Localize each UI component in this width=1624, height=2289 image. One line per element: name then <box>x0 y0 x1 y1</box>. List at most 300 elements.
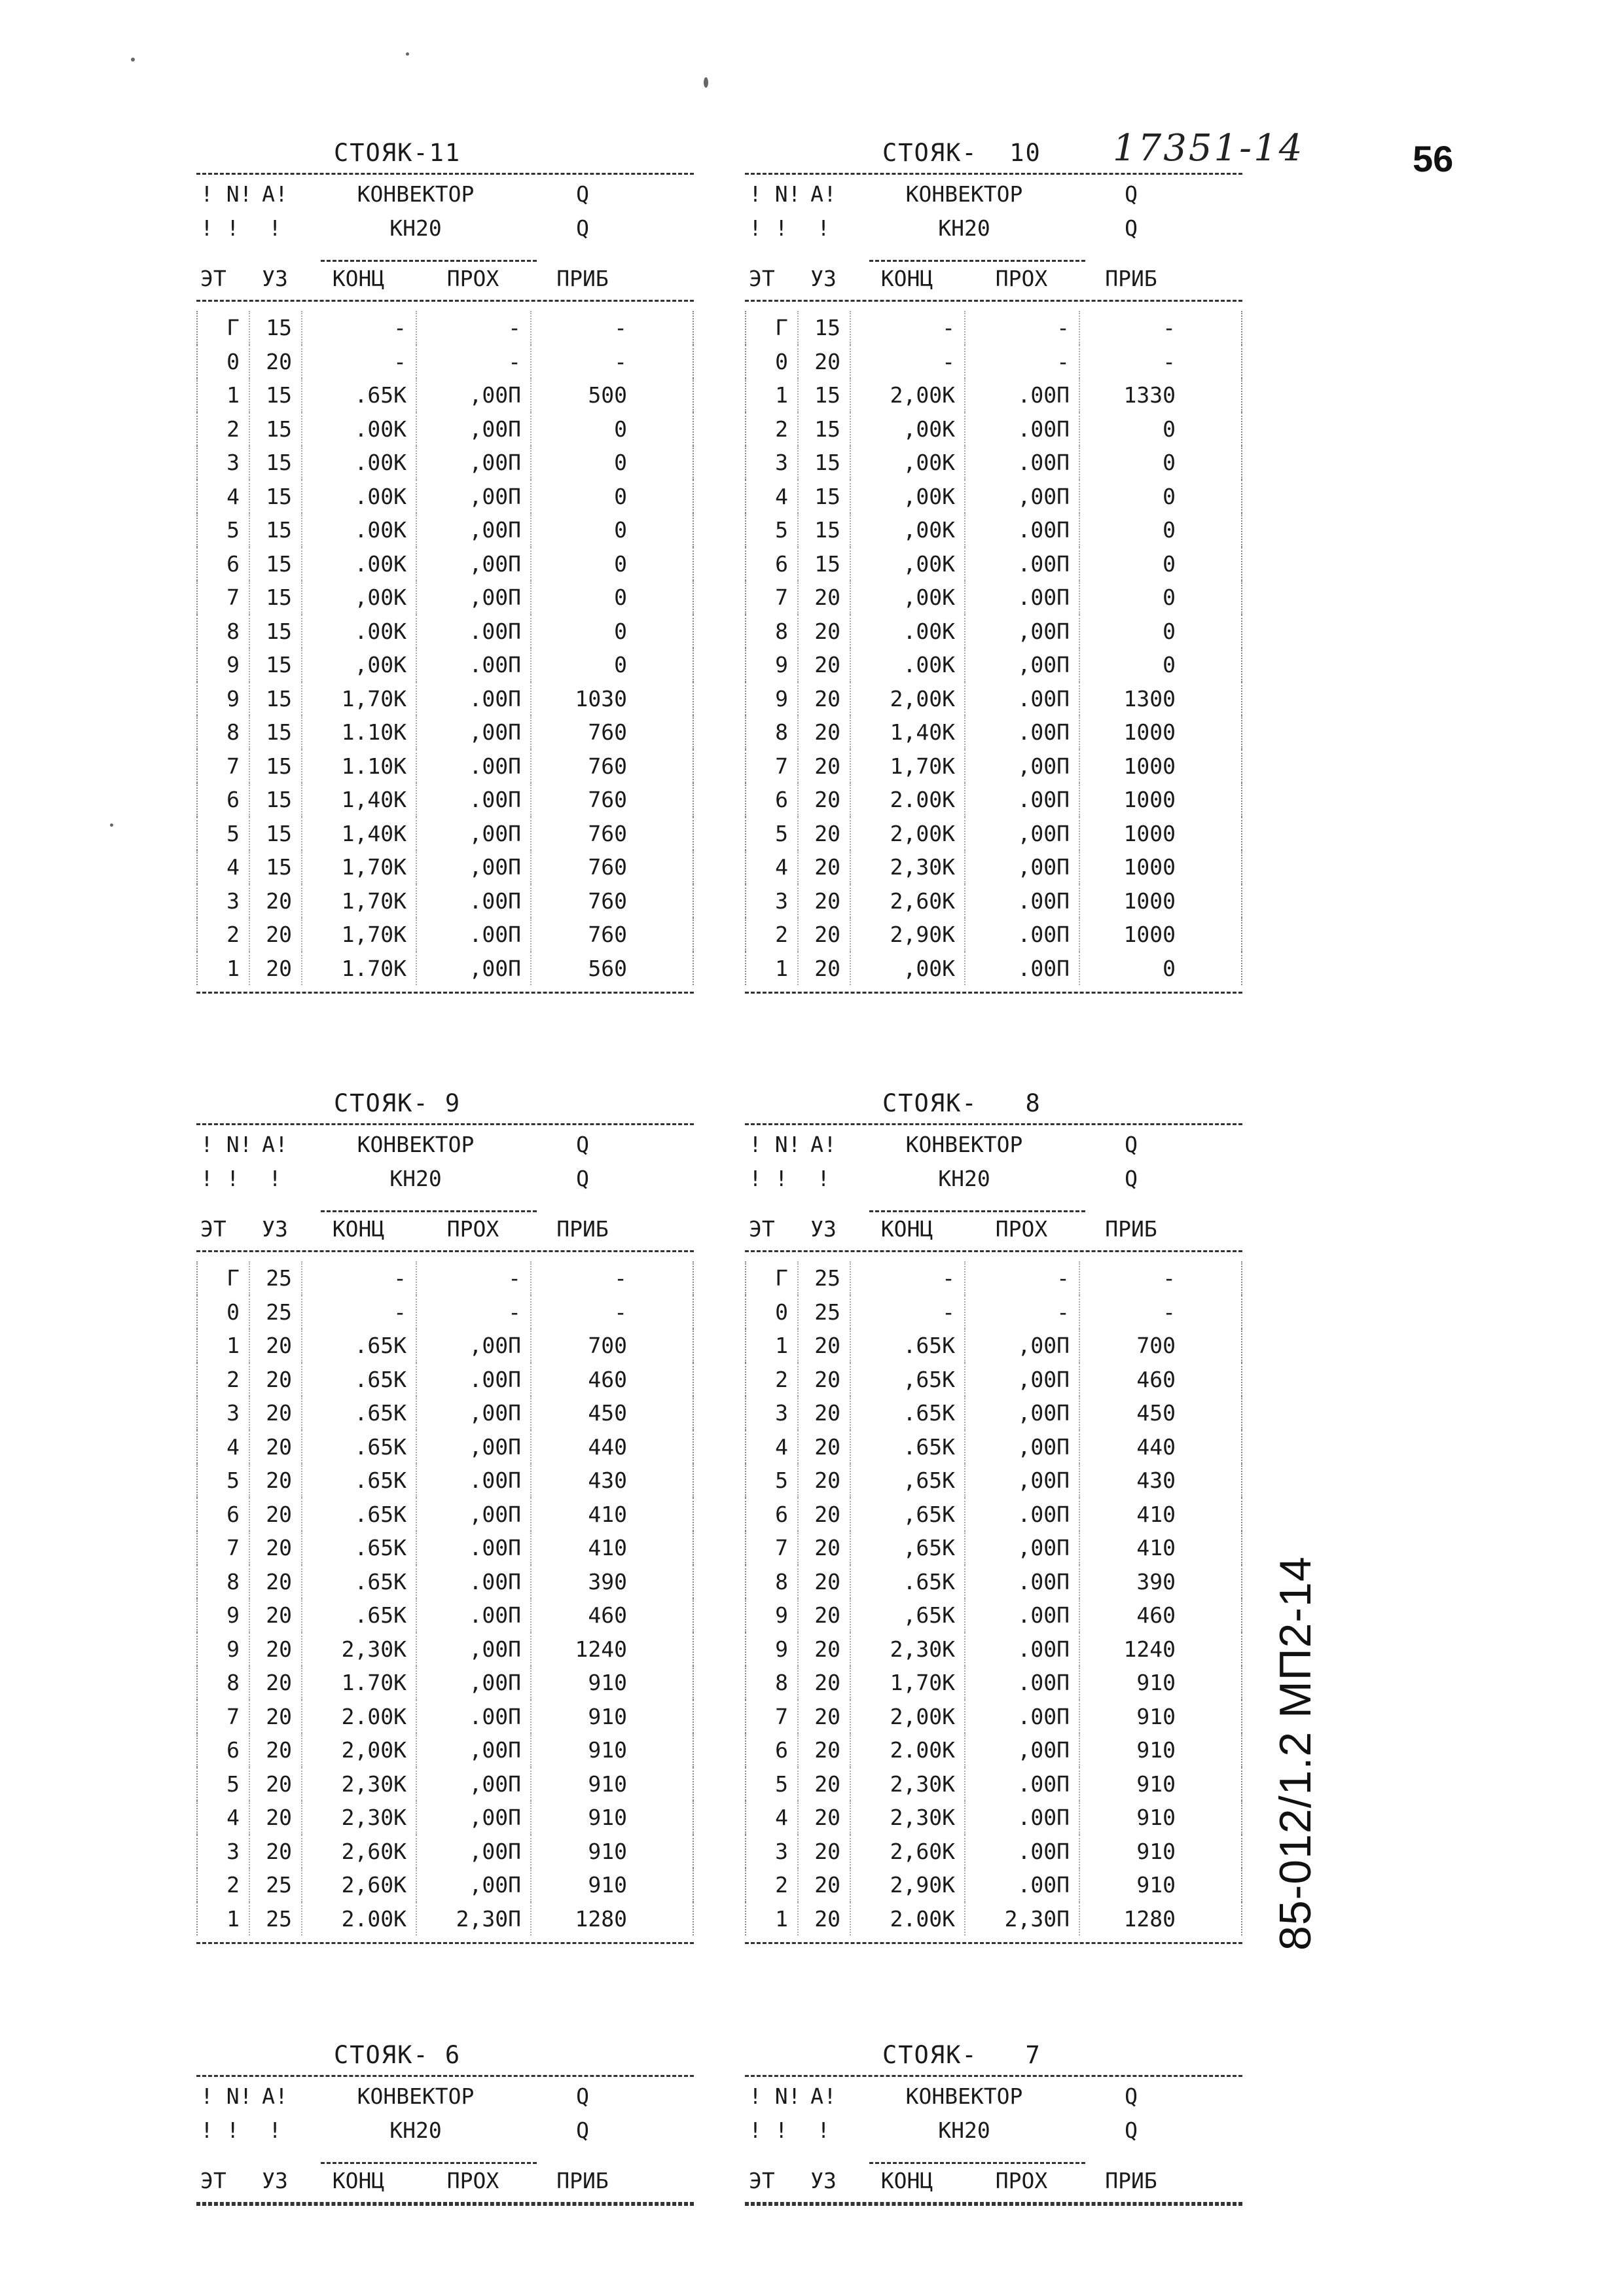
cell-floor: 1 <box>198 378 250 412</box>
table-row <box>196 749 694 784</box>
cell-floor: 6 <box>746 1733 799 1767</box>
riser-block <box>196 1089 694 1944</box>
cell-floor: 6 <box>198 1733 250 1767</box>
cell-konc: 1,40К <box>302 817 417 851</box>
header-uz: УЗ <box>810 2168 837 2193</box>
header-konvektor: КОНВЕКТОР <box>905 2083 1023 2109</box>
cell-prib: 0 <box>614 416 627 442</box>
header-q1: Q <box>576 1132 589 1157</box>
cell-diameter: 20 <box>250 1666 302 1700</box>
cell-floor: 4 <box>198 1430 250 1464</box>
cell-konc: .00К <box>302 547 417 581</box>
header-uz: УЗ <box>810 1216 837 1242</box>
cell-floor: 2 <box>198 412 250 446</box>
cell-floor: 6 <box>198 1498 250 1532</box>
cell-prib: 910 <box>1136 1805 1176 1830</box>
cell-prox: - <box>965 311 1080 345</box>
cell-konc: 2,30К <box>851 1801 965 1835</box>
table-header <box>745 1125 1242 1252</box>
cell-floor: 8 <box>198 1565 250 1599</box>
header-kn20: КН20 <box>389 2118 442 2143</box>
cell-floor: 9 <box>746 1598 799 1632</box>
cell-prox: ,00П <box>417 412 532 446</box>
cell-prox: ,00П <box>417 1733 532 1767</box>
cell-floor: 6 <box>746 547 799 581</box>
cell-prox: .00П <box>965 783 1080 817</box>
cell-prib: 0 <box>1163 517 1176 543</box>
cell-konc: ,65К <box>851 1363 965 1397</box>
cell-konc: 2,30К <box>302 1632 417 1667</box>
cell-floor: 0 <box>198 1295 250 1329</box>
table-row <box>196 952 694 986</box>
cell-prib: - <box>1163 1299 1176 1325</box>
cell-prox: .00П <box>965 952 1080 986</box>
table-body <box>745 302 1242 992</box>
cell-prib: 1000 <box>1123 753 1176 779</box>
cell-konc: 1,70К <box>302 850 417 884</box>
cell-prib: 0 <box>1163 585 1176 610</box>
header-konc: КОНЦ <box>332 2168 385 2193</box>
cell-floor: 5 <box>198 513 250 547</box>
cell-konc: - <box>302 1261 417 1295</box>
header-q2: Q <box>576 2118 589 2143</box>
header-q2: Q <box>1125 215 1138 241</box>
cell-diameter: 25 <box>250 1868 302 1902</box>
cell-prox: .00П <box>417 615 532 649</box>
riser-title: СТОЯК- 9 <box>334 1089 461 1117</box>
header-q2: Q <box>576 1166 589 1191</box>
table-row <box>196 1801 694 1835</box>
cell-floor: 9 <box>198 648 250 682</box>
cell-prib: 0 <box>614 652 627 677</box>
cell-prox: .00П <box>417 1565 532 1599</box>
header-q1: Q <box>576 181 589 207</box>
header-uz: УЗ <box>810 266 837 291</box>
header-a: А! <box>810 181 837 207</box>
cell-konc: .65К <box>851 1396 965 1430</box>
cell-konc: .65К <box>302 1565 417 1599</box>
riser-table <box>196 2075 694 2206</box>
cell-diameter: 20 <box>799 1666 851 1700</box>
table-row <box>196 1598 694 1632</box>
cell-floor: 5 <box>746 1767 799 1801</box>
cell-prox: .00П <box>417 1531 532 1565</box>
cell-floor: 7 <box>198 581 250 615</box>
header-a: А! <box>810 1132 837 1157</box>
cell-floor: 1 <box>746 952 799 986</box>
cell-prib: - <box>1163 315 1176 340</box>
cell-konc: ,65К <box>851 1498 965 1532</box>
cell-konc: 2,90К <box>851 918 965 952</box>
header-prib: ПРИБ <box>556 1216 609 1242</box>
cell-diameter: 20 <box>799 1632 851 1667</box>
table-row <box>196 345 694 379</box>
table-row <box>196 378 694 412</box>
table-row <box>196 311 694 345</box>
cell-diameter: 20 <box>799 850 851 884</box>
cell-floor: 9 <box>746 648 799 682</box>
cell-diameter: 20 <box>250 1835 302 1869</box>
cell-floor: 5 <box>198 1464 250 1498</box>
cell-prib: 0 <box>614 483 627 509</box>
cell-diameter: 20 <box>250 1700 302 1734</box>
riser-block <box>196 2041 694 2206</box>
cell-prib: 410 <box>588 1535 627 1560</box>
cell-floor: 8 <box>746 1666 799 1700</box>
cell-prib: 0 <box>1163 483 1176 509</box>
cell-floor: 7 <box>746 749 799 784</box>
cell-konc: .65К <box>851 1329 965 1363</box>
table-row <box>196 1835 694 1869</box>
cell-prox: ,00П <box>417 1430 532 1464</box>
cell-prib: 1000 <box>1123 719 1176 745</box>
cell-floor: Г <box>746 1261 799 1295</box>
cell-floor: 6 <box>198 783 250 817</box>
cell-prib: 500 <box>588 382 627 408</box>
header-spacer: ! <box>268 215 281 241</box>
cell-prib: - <box>614 315 627 340</box>
cell-floor: 1 <box>746 378 799 412</box>
cell-konc: ,00К <box>851 480 965 514</box>
cell-diameter: 15 <box>250 648 302 682</box>
cell-prib: 1000 <box>1123 888 1176 914</box>
cell-prib: 560 <box>588 955 627 981</box>
cell-prox: ,00П <box>417 850 532 884</box>
cell-prox: ,00П <box>417 446 532 480</box>
header-uz: УЗ <box>262 1216 288 1242</box>
table-row <box>196 1396 694 1430</box>
cell-diameter: 20 <box>799 783 851 817</box>
cell-floor: 4 <box>198 1801 250 1835</box>
cell-prib: 760 <box>588 922 627 947</box>
cell-prox: ,00П <box>417 1632 532 1667</box>
cell-floor: 9 <box>198 1598 250 1632</box>
cell-konc: 2,00К <box>851 817 965 851</box>
cell-floor: 3 <box>198 1396 250 1430</box>
cell-prib: - <box>1163 1265 1176 1291</box>
cell-floor: 9 <box>198 1632 250 1667</box>
cell-floor: 8 <box>746 1565 799 1599</box>
cell-prox: ,00П <box>417 547 532 581</box>
cell-prib: 1240 <box>1123 1636 1176 1662</box>
cell-konc: .65К <box>302 1396 417 1430</box>
cell-floor: 8 <box>746 615 799 649</box>
header-a: А! <box>262 2083 288 2109</box>
table-row <box>196 513 694 547</box>
cell-prox: ,00П <box>965 615 1080 649</box>
cell-floor: 6 <box>746 1498 799 1532</box>
header-spacer: ! ! <box>749 1166 788 1191</box>
cell-floor: 7 <box>198 749 250 784</box>
cell-prib: 0 <box>1163 450 1176 475</box>
cell-diameter: 15 <box>250 615 302 649</box>
cell-prox: ,00П <box>965 1531 1080 1565</box>
cell-konc: .65К <box>302 1430 417 1464</box>
cell-diameter: 20 <box>250 1767 302 1801</box>
cell-prox: ,00П <box>965 850 1080 884</box>
cell-prib: 910 <box>1136 1771 1176 1797</box>
header-a: А! <box>262 181 288 207</box>
cell-prox: ,00П <box>417 1835 532 1869</box>
cell-floor: 3 <box>746 1835 799 1869</box>
cell-diameter: 20 <box>250 1801 302 1835</box>
cell-diameter: 25 <box>250 1295 302 1329</box>
cell-konc: ,00К <box>851 446 965 480</box>
cell-diameter: 15 <box>250 783 302 817</box>
cell-floor: 8 <box>198 615 250 649</box>
cell-diameter: 15 <box>250 480 302 514</box>
page-number: 56 <box>1413 138 1454 179</box>
cell-prox: .00П <box>965 1666 1080 1700</box>
header-n: ! N! <box>749 181 801 207</box>
table-row <box>745 1531 1242 1565</box>
cell-konc: 2,00К <box>851 378 965 412</box>
header-prox: ПРОХ <box>995 266 1048 291</box>
cell-prox: ,00П <box>965 749 1080 784</box>
header-prib: ПРИБ <box>556 2168 609 2193</box>
cell-konc: 2,30К <box>302 1767 417 1801</box>
header-q2: Q <box>1125 1166 1138 1191</box>
cell-floor: 7 <box>198 1531 250 1565</box>
cell-prox: .00П <box>965 1498 1080 1532</box>
cell-prib: 460 <box>1136 1602 1176 1628</box>
cell-prib: 0 <box>1163 618 1176 644</box>
table-row <box>745 1801 1242 1835</box>
table-row <box>196 850 694 884</box>
cell-konc: .00К <box>302 615 417 649</box>
table-row <box>196 1565 694 1599</box>
cell-floor: 4 <box>746 1801 799 1835</box>
table-row <box>196 1261 694 1295</box>
cell-prox: - <box>965 345 1080 379</box>
cell-diameter: 20 <box>799 1902 851 1936</box>
cell-diameter: 20 <box>250 1531 302 1565</box>
table-row <box>745 1767 1242 1801</box>
cell-prib: 1330 <box>1123 382 1176 408</box>
table-row <box>745 378 1242 412</box>
table-row <box>745 850 1242 884</box>
cell-prox: ,00П <box>417 1498 532 1532</box>
table-row <box>196 682 694 716</box>
cell-prib: 910 <box>1136 1737 1176 1763</box>
handwritten-reference: 17351-14 <box>1113 127 1305 170</box>
header-konc: КОНЦ <box>880 1216 933 1242</box>
cell-floor: 2 <box>746 412 799 446</box>
cell-diameter: 15 <box>799 513 851 547</box>
cell-konc: 2,60К <box>302 1835 417 1869</box>
cell-prib: 460 <box>588 1366 627 1392</box>
cell-prox: .00П <box>965 1565 1080 1599</box>
riser-title: СТОЯК-11 <box>334 139 461 167</box>
header-kn20: КН20 <box>938 215 990 241</box>
cell-diameter: 20 <box>250 1329 302 1363</box>
cell-prib: 910 <box>588 1670 627 1695</box>
cell-prox: - <box>417 1295 532 1329</box>
table-row <box>745 547 1242 581</box>
cell-prib: - <box>614 1299 627 1325</box>
cell-prib: 910 <box>1136 1838 1176 1864</box>
table-row <box>196 1531 694 1565</box>
cell-prib: 1000 <box>1123 922 1176 947</box>
cell-prox: .00П <box>965 581 1080 615</box>
cell-prox: ,00П <box>965 1396 1080 1430</box>
table-row <box>745 345 1242 379</box>
cell-diameter: 20 <box>799 1498 851 1532</box>
table-row <box>196 412 694 446</box>
cell-prib: 910 <box>1136 1670 1176 1695</box>
cell-prox: .00П <box>965 513 1080 547</box>
cell-konc: ,00К <box>302 581 417 615</box>
table-row <box>745 749 1242 784</box>
cell-prib: 460 <box>1136 1366 1176 1392</box>
cell-konc: .00К <box>302 480 417 514</box>
cell-floor: 2 <box>746 1363 799 1397</box>
table-row <box>745 1902 1242 1936</box>
cell-floor: 3 <box>746 1396 799 1430</box>
cell-diameter: 20 <box>799 1598 851 1632</box>
cell-diameter: 15 <box>799 547 851 581</box>
cell-prib: 760 <box>588 787 627 812</box>
cell-prib: 760 <box>588 820 627 846</box>
cell-konc: ,00К <box>302 648 417 682</box>
cell-prox: .00П <box>965 682 1080 716</box>
header-prib: ПРИБ <box>556 266 609 291</box>
cell-prib: 390 <box>588 1568 627 1595</box>
header-konvektor: КОНВЕКТОР <box>357 2083 475 2109</box>
table-row <box>745 648 1242 682</box>
cell-konc: .65К <box>302 1498 417 1532</box>
cell-prib: 1280 <box>575 1905 627 1932</box>
cell-prib: - <box>614 1265 627 1291</box>
cell-diameter: 15 <box>250 749 302 784</box>
cell-prox: .00П <box>965 1767 1080 1801</box>
cell-prib: 910 <box>588 1703 627 1729</box>
cell-prox: .00П <box>965 884 1080 918</box>
cell-diameter: 15 <box>799 480 851 514</box>
cell-prib: 430 <box>1136 1468 1176 1493</box>
cell-diameter: 15 <box>250 412 302 446</box>
cell-diameter: 20 <box>799 1801 851 1835</box>
cell-diameter: 15 <box>250 547 302 581</box>
riser-title: СТОЯК- 6 <box>334 2041 461 2069</box>
cell-diameter: 20 <box>799 1363 851 1397</box>
document-side-code: 85-012/1.2 МП2-14 <box>1271 1556 1320 1951</box>
cell-prox: ,00П <box>417 1801 532 1835</box>
table-row <box>196 547 694 581</box>
cell-floor: 6 <box>198 547 250 581</box>
cell-floor: 8 <box>746 715 799 749</box>
cell-prox: ,00П <box>965 648 1080 682</box>
cell-diameter: 15 <box>250 817 302 851</box>
cell-prib: 1000 <box>1123 787 1176 812</box>
cell-floor: 7 <box>198 1700 250 1734</box>
cell-floor: 5 <box>746 1464 799 1498</box>
cell-floor: 9 <box>746 682 799 716</box>
table-header <box>196 2077 694 2204</box>
table-header <box>196 175 694 302</box>
cell-konc: - <box>851 345 965 379</box>
cell-prox: ,00П <box>417 1868 532 1902</box>
cell-konc: 1.70К <box>302 1666 417 1700</box>
cell-prib: 0 <box>614 450 627 475</box>
cell-prox: - <box>417 1261 532 1295</box>
cell-floor: 4 <box>746 850 799 884</box>
cell-konc: 2.00К <box>851 783 965 817</box>
cell-prox: .00П <box>965 378 1080 412</box>
cell-floor: 8 <box>198 1666 250 1700</box>
cell-floor: 3 <box>198 884 250 918</box>
header-prox: ПРОХ <box>995 1216 1048 1242</box>
cell-prib: 390 <box>1136 1568 1176 1595</box>
table-row <box>745 1464 1242 1498</box>
header-et: ЭТ <box>200 1216 226 1242</box>
cell-konc: .65К <box>302 1329 417 1363</box>
cell-floor: 2 <box>198 1868 250 1902</box>
table-row <box>196 1498 694 1532</box>
cell-prox: ,00П <box>417 378 532 412</box>
cell-prib: - <box>1163 348 1176 374</box>
table-row <box>745 581 1242 615</box>
cell-floor: 9 <box>198 682 250 716</box>
cell-prib: 440 <box>588 1433 627 1460</box>
cell-prib: 0 <box>614 618 627 644</box>
cell-prib: 0 <box>1163 416 1176 442</box>
cell-diameter: 20 <box>250 1598 302 1632</box>
cell-prox: .00П <box>417 682 532 716</box>
cell-konc: 1,40К <box>302 783 417 817</box>
cell-diameter: 20 <box>799 715 851 749</box>
cell-prox: .00П <box>965 1868 1080 1902</box>
header-q1: Q <box>1125 2083 1138 2109</box>
cell-prox: ,00П <box>417 1396 532 1430</box>
cell-prib: 1240 <box>575 1636 627 1662</box>
header-spacer: ! <box>817 215 830 241</box>
cell-floor: 9 <box>746 1632 799 1667</box>
table-row <box>745 615 1242 649</box>
header-prib: ПРИБ <box>1105 1216 1157 1242</box>
cell-prox: ,00П <box>965 1464 1080 1498</box>
cell-konc: .65К <box>851 1430 965 1464</box>
table-row <box>745 1295 1242 1329</box>
cell-prox: .00П <box>965 918 1080 952</box>
cell-diameter: 20 <box>250 1464 302 1498</box>
cell-diameter: 15 <box>250 446 302 480</box>
table-row <box>745 513 1242 547</box>
cell-konc: 1,70К <box>302 918 417 952</box>
cell-floor: 3 <box>198 1835 250 1869</box>
cell-prox: ,00П <box>965 817 1080 851</box>
header-n: ! N! <box>200 1132 253 1157</box>
cell-diameter: 20 <box>250 918 302 952</box>
header-konc: КОНЦ <box>880 2168 933 2193</box>
cell-floor: 3 <box>746 446 799 480</box>
table-row <box>196 1733 694 1767</box>
cell-prox: 2,30П <box>965 1902 1080 1936</box>
cell-diameter: 20 <box>799 1733 851 1767</box>
cell-diameter: 20 <box>799 1835 851 1869</box>
cell-diameter: 20 <box>799 1531 851 1565</box>
cell-prox: ,00П <box>417 952 532 986</box>
table-row <box>745 446 1242 480</box>
cell-prib: 0 <box>1163 955 1176 981</box>
cell-diameter: 25 <box>250 1261 302 1295</box>
table-row <box>196 1363 694 1397</box>
header-konc: КОНЦ <box>332 266 385 291</box>
cell-konc: 2,00К <box>851 1700 965 1734</box>
cell-diameter: 20 <box>799 1396 851 1430</box>
cell-konc: .00К <box>302 412 417 446</box>
cell-prib: 460 <box>588 1602 627 1628</box>
